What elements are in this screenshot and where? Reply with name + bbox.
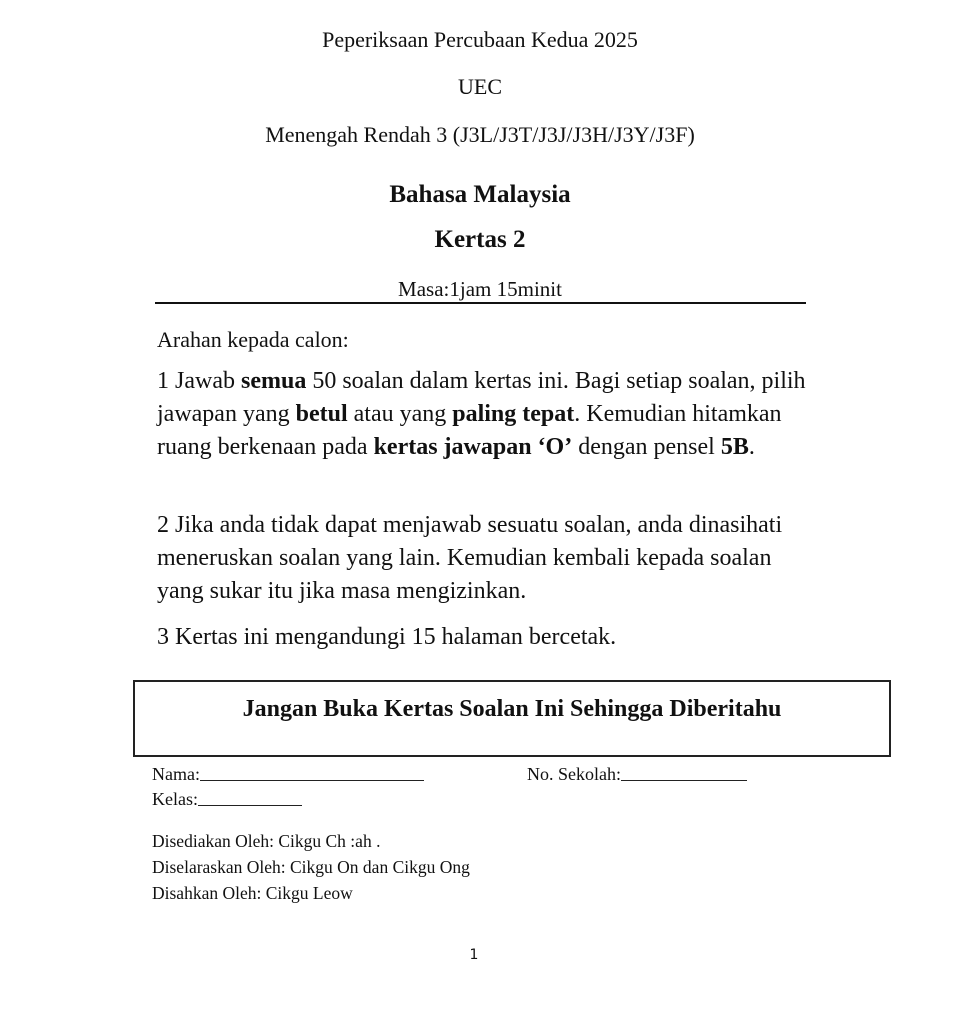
subject-title: Bahasa Malaysia <box>389 181 571 208</box>
class-label: Kelas: <box>152 789 198 809</box>
instruction-emphasis: betul <box>295 401 348 427</box>
instruction-text: . Kemudian hitamkan ruang berkenaan pada <box>157 401 782 460</box>
name-input-line[interactable] <box>200 779 424 781</box>
instruction-item-2 <box>157 509 817 608</box>
paper-number: Kertas 2 <box>434 226 526 253</box>
school-number-input-line[interactable] <box>621 779 747 781</box>
name-label: Nama: <box>152 764 200 784</box>
coordinated-by: Diselaraskan Oleh: Cikgu On dan Cikgu Ong <box>152 857 470 877</box>
instruction-item-1 <box>157 365 817 464</box>
instruction-emphasis: semua <box>240 368 307 394</box>
instruction-text: 2 Jika anda tidak dapat menjawab sesuatu soalan, anda dinasihati meneruskan soalan yang lain. Kemudian kembali kepada soalan yang sukar itu jika masa mengizinkan. <box>157 512 783 604</box>
instruction-emphasis: 5B <box>720 434 749 460</box>
exam-duration: Masa:1jam 15minit <box>398 277 562 301</box>
instruction-emphasis: paling tepat <box>452 401 575 427</box>
exam-title: Peperiksaan Percubaan Kedua 2025 <box>322 27 638 52</box>
instructions-label: Arahan kepada calon: <box>157 327 349 352</box>
page-number: 1 <box>469 947 479 963</box>
class-input-line[interactable] <box>198 804 302 806</box>
instruction-emphasis: kertas jawapan ‘O’ <box>373 434 573 460</box>
notice-text: Jangan Buka Kertas Soalan Ini Sehingga Diberitahu <box>242 696 782 722</box>
instruction-text: . <box>748 434 755 460</box>
school-number-field <box>527 764 747 785</box>
school-number-label: No. Sekolah: <box>527 764 621 784</box>
exam-level: Menengah Rendah 3 (J3L/J3T/J3J/J3H/J3Y/J3F) <box>265 122 695 147</box>
instruction-text: 3 Kertas ini mengandungi 15 halaman bercetak. <box>157 624 617 650</box>
name-field <box>152 764 424 785</box>
approved-by: Disahkan Oleh: Cikgu Leow <box>152 883 353 903</box>
instruction-item-3 <box>157 621 817 654</box>
class-field <box>152 789 302 810</box>
exam-board: UEC <box>458 74 502 99</box>
instruction-text: 1 Jawab <box>157 368 241 394</box>
notice-box <box>133 680 891 757</box>
instruction-text: 50 soalan dalam kertas ini. Bagi setiap soalan, pilih jawapan yang <box>157 368 806 427</box>
header-divider <box>155 302 806 304</box>
instruction-text: atau yang <box>347 401 453 427</box>
prepared-by: Disediakan Oleh: Cikgu Ch :ah . <box>152 831 381 851</box>
instruction-text: dengan pensel <box>572 434 721 460</box>
